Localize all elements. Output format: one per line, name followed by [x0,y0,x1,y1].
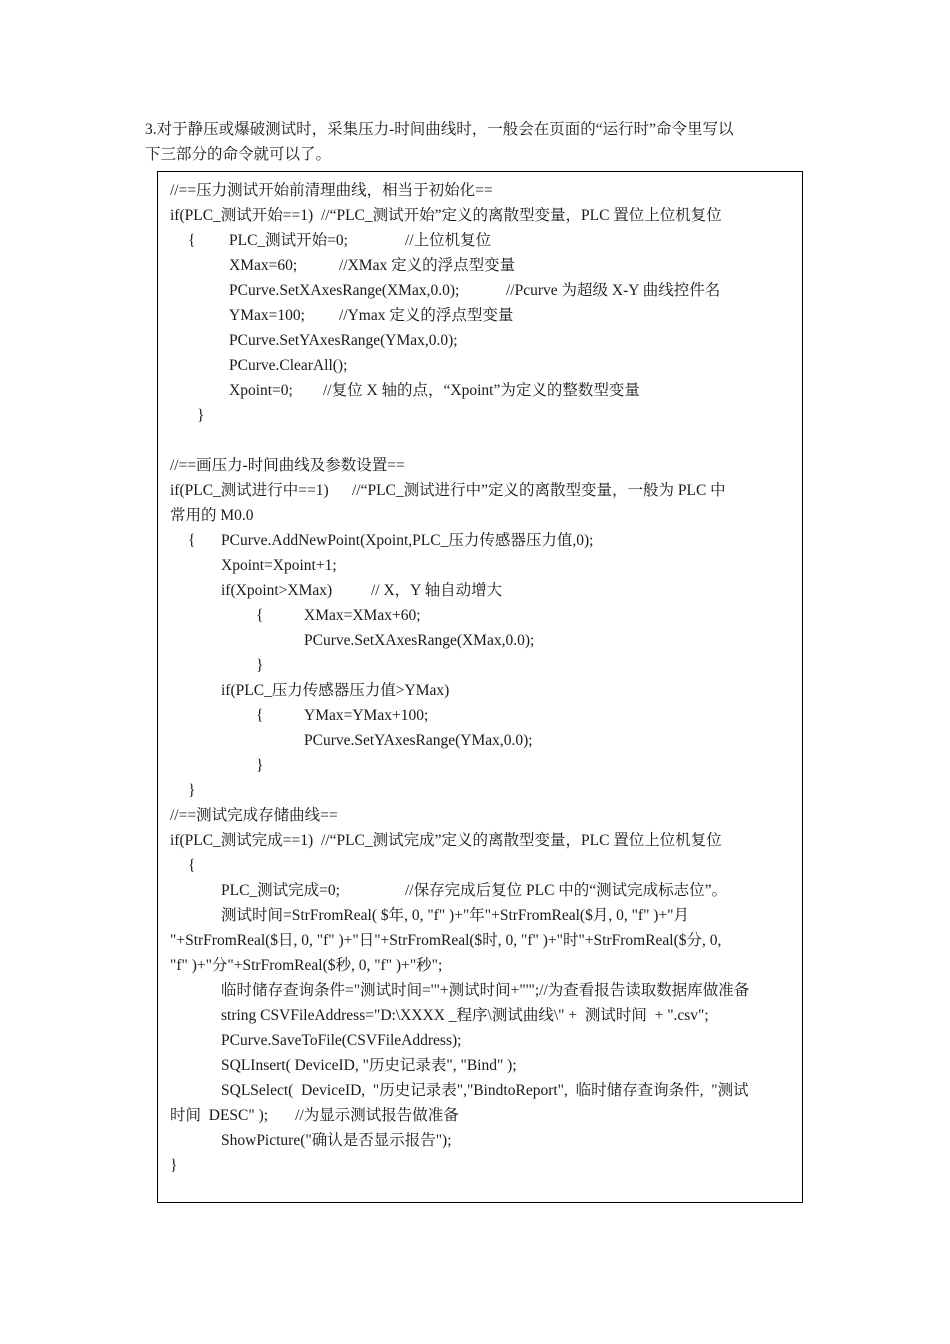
code-clear-all: PCurve.ClearAll(); [229,357,348,374]
code-brace-open: { [188,857,196,874]
comment-draw: //==画压力-时间曲线及参数设置== [170,457,405,474]
code-set-y-range: PCurve.SetYAxesRange(YMax,0.0); [304,732,533,749]
comment-ymax: //Ymax 定义的浮点型变量 [339,307,514,324]
comment-save: //==测试完成存储曲线== [170,807,338,824]
comment-reset: //上位机复位 [405,232,492,249]
code-reset-start: PLC_测试开始=0; [229,232,348,249]
intro-line-1: 3.对于静压或爆破测试时，采集压力-时间曲线时，一般会在页面的“运行时”命令里写以 [145,121,734,138]
code-save-file: PCurve.SaveToFile(CSVFileAddress); [221,1032,462,1049]
code-m0: 常用的 M0.0 [170,507,254,524]
code-listing-box [157,171,803,1203]
code-brace-close: } [188,782,196,799]
code-xmax: XMax=60; [229,257,298,274]
code-query-condition: 临时储存查询条件="测试时间='"+测试时间+"'";//为查看报告读取数据库做准备 [221,982,750,999]
code-show-picture: ShowPicture("确认是否显示报告"); [221,1132,452,1149]
code-test-time-3: "f" )+"分"+StrFromReal($秒, 0, "f" )+"秒"; [170,957,443,974]
code-xmax-inc: XMax=XMax+60; [304,607,421,624]
code-set-y-range: PCurve.SetYAxesRange(YMax,0.0); [229,332,458,349]
code-set-x-range: PCurve.SetXAxesRange(XMax,0.0); [304,632,535,649]
code-ymax: YMax=100; [229,307,305,324]
code-brace-open: { [256,607,264,624]
code-sql-select-1: SQLSelect( DeviceID, "历史记录表","BindtoReport", 临时储存查询条件, "测试 [221,1082,749,1099]
intro-paragraph [145,117,810,167]
comment-init: //==压力测试开始前清理曲线，相当于初始化== [170,182,493,199]
comment-reset-flag: //保存完成后复位 PLC 中的“测试完成标志位”。 [405,882,728,899]
code-sql-select-2: 时间 DESC" ); //为显示测试报告做准备 [170,1107,459,1124]
code-brace-close: } [256,657,264,674]
code-test-time-2: "+StrFromReal($日, 0, "f" )+"日"+StrFromReal($时, 0, "f" )+"时"+StrFromReal($分, 0, [170,932,722,949]
comment-auto-grow: // X，Y 轴自动增大 [371,582,503,599]
code-if-pressure: if(PLC_压力传感器压力值>YMax) [221,682,450,699]
code-if-test-start: if(PLC_测试开始==1) //“PLC_测试开始”定义的离散型变量，PLC 置位上位机复位 [170,207,722,224]
code-reset-complete: PLC_测试完成=0; [221,882,340,899]
code-csv-address: string CSVFileAddress="D:\XXXX _程序\测试曲线\" + 测试时间 + ".csv"; [221,1007,709,1024]
comment-xpoint: //复位 X 轴的点，“Xpoint”为定义的整数型变量 [323,382,640,399]
code-xpoint-reset: Xpoint=0; [229,382,293,399]
code-if-complete: if(PLC_测试完成==1) //“PLC_测试完成”定义的离散型变量，PLC 置位上位机复位 [170,832,722,849]
comment-pcurve: //Pcurve 为超级 X-Y 曲线控件名 [506,282,721,299]
intro-line-2: 下三部分的命令就可以了。 [145,146,332,163]
code-xpoint-inc: Xpoint=Xpoint+1; [221,557,337,574]
code-if-xpoint: if(Xpoint>XMax) [221,582,333,599]
code-add-point: PCurve.AddNewPoint(Xpoint,PLC_压力传感器压力值,0); [221,532,594,549]
code-brace-open: { [188,232,196,249]
code-brace-open: { [256,707,264,724]
code-ymax-inc: YMax=YMax+100; [304,707,429,724]
code-brace-open: { [188,532,196,549]
code-brace-close: } [256,757,264,774]
code-set-x-range: PCurve.SetXAxesRange(XMax,0.0); [229,282,460,299]
comment-xmax: //XMax 定义的浮点型变量 [339,257,516,274]
code-sql-insert: SQLInsert( DeviceID, "历史记录表", "Bind" ); [221,1057,517,1074]
code-brace-close: } [197,407,205,424]
code-if-running: if(PLC_测试进行中==1) //“PLC_测试进行中”定义的离散型变量，一般为 PLC 中 [170,482,726,499]
code-brace-close: } [170,1157,178,1174]
code-test-time-1: 测试时间=StrFromReal( $年, 0, "f" )+"年"+StrFromReal($月, 0, "f" )+"月 [221,907,690,924]
